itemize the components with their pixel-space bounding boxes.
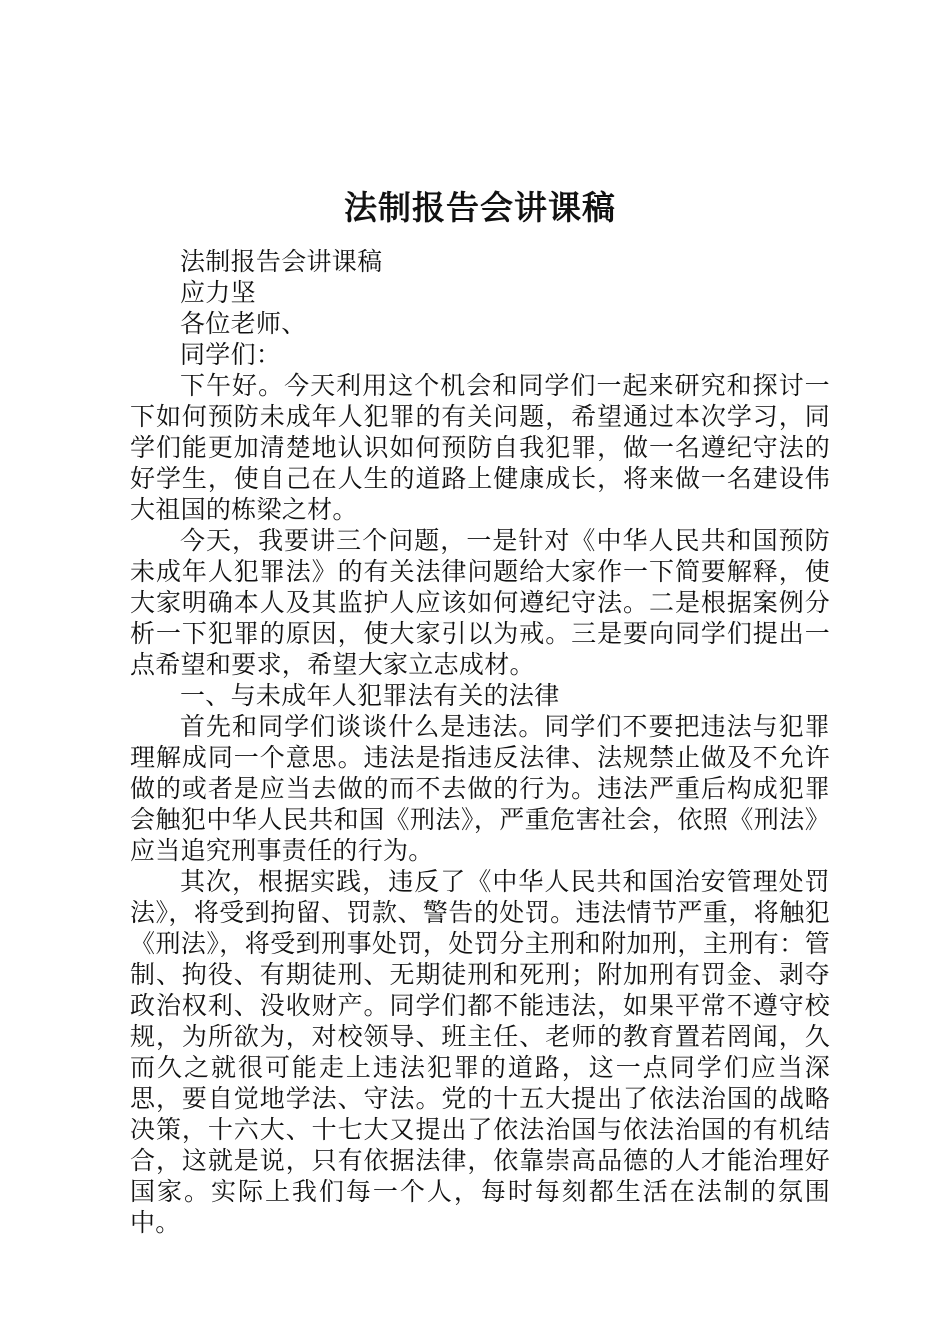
section-heading: 一、与未成年人犯罪法有关的法律 [180,681,560,710]
paragraph-author: 应力坚 [180,278,256,307]
paragraph-outline: 今天，我要讲三个问题，一是针对《中华人民共和国预防未成年人犯罪法》的有关法律问题给大家作一下简要解释，使大家明确本人及其监护人应该如何遵纪守法。二是根据案例分析一下犯罪的原因，使大家引以为戒。三是要向同学们提出一点希望和要求，希望大家立志成材。 [130,526,830,679]
paragraph-salutation-students: 同学们： [180,340,282,369]
paragraph-penalties: 其次，根据实践，违反了《中华人民共和国治安管理处罚法》，将受到拘留、罚款、警告的处罚。违法情节严重，将触犯《刑法》，将受到刑事处罚，处罚分主刑和附加刑，主刑有：管制、拘役、有期徒刑、无期徒刑和死刑；附加刑有罚金、剥夺政治权利、没收财产。同学们都不能违法，如果平常不遵守校规，为所欲为，对校领导、班主任、老师的教育置若罔闻，久而久之就很可能走上违法犯罪的道路，这一点同学们应当深思，要自觉地学法、守法。党的十五大提出了依法治国的战略决策，十六大、十七大又提出了依法治国与依法治国的有机结合，这就是说，只有依据法律，依靠崇高品德的人才能治理好国家。实际上我们每一个人，每时每刻都生活在法制的氛围中。 [130,867,830,1237]
document-title: 法制报告会讲课稿 [344,188,616,227]
document-page [130,178,830,1238]
paragraph-salutation-teachers: 各位老师、 [180,309,307,338]
paragraph-definition: 首先和同学们谈谈什么是违法。同学们不要把违法与犯罪理解成同一个意思。违法是指违反法律、法规禁止做及不允许做的或者是应当去做的而不去做的行为。违法严重后构成犯罪会触犯中华人民共和国《刑法》，严重危害社会，依照《刑法》应当追究刑事责任的行为。 [130,712,830,865]
paragraph-subtitle: 法制报告会讲课稿 [180,247,383,276]
paragraph-greeting: 下午好。今天利用这个机会和同学们一起来研究和探讨一下如何预防未成年人犯罪的有关问题，希望通过本次学习，同学们能更加清楚地认识如何预防自我犯罪，做一名遵纪守法的好学生，使自己在人生的道路上健康成长，将来做一名建设伟大祖国的栋梁之材。 [130,371,830,524]
